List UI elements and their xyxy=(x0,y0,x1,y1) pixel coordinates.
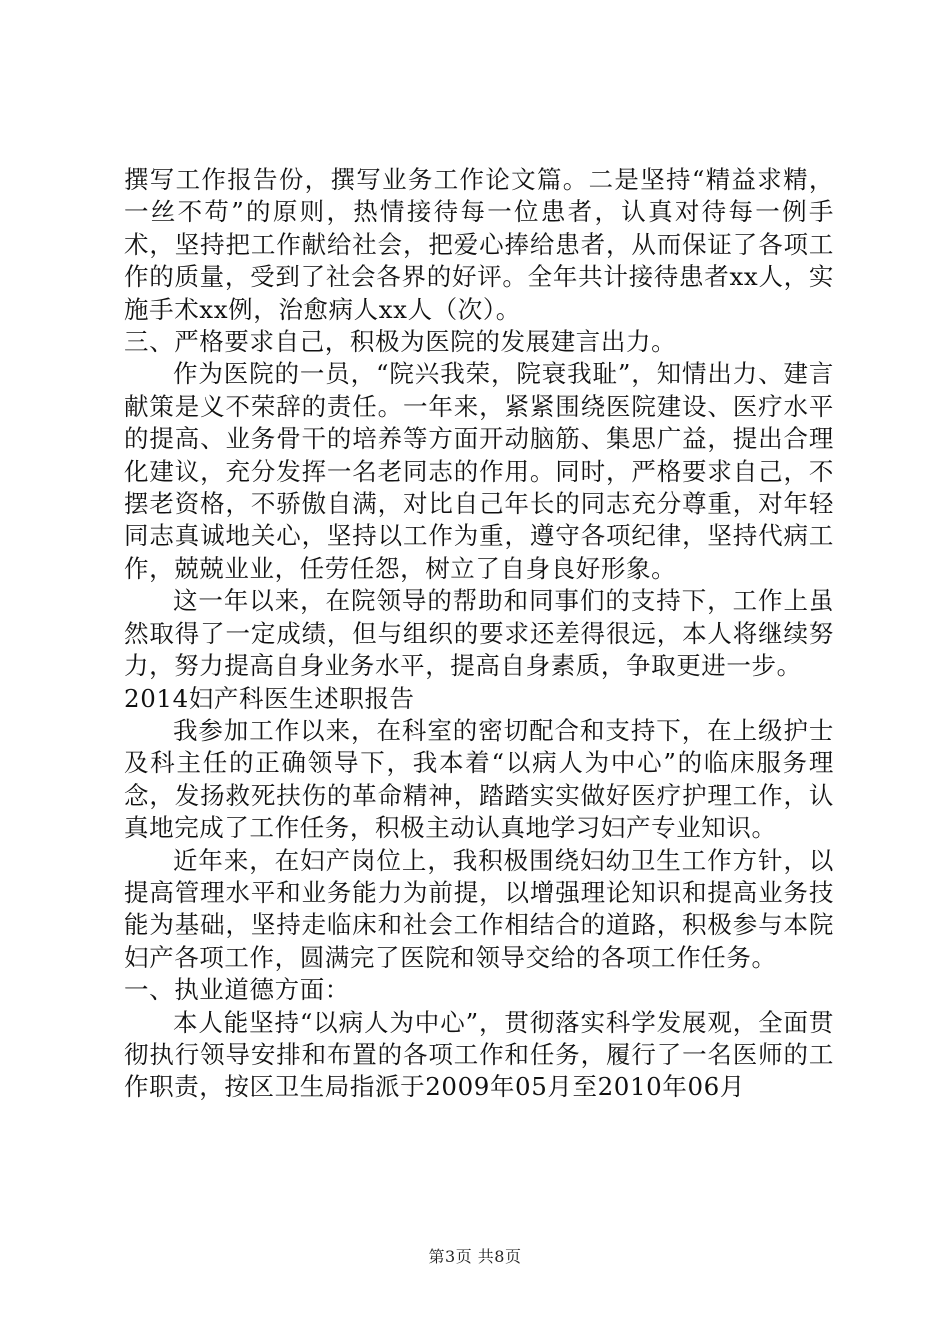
paragraph-ethics: 本人能坚持“以病人为中心”，贯彻落实科学发展观，全面贯彻执行领导安排和布置的各项工作和任务，履行了一名医师的工作职责，按区卫生局指派于2009年05月至2010年06月 xyxy=(124,1007,834,1102)
paragraph-continuation: 撰写工作报告份，撰写业务工作论文篇。二是坚持“精益求精，一丝不苟”的原则，热情接待每一位患者，认真对待每一例手术，坚持把工作献给社会，把爱心捧给患者，从而保证了各项工作的质量，受到了社会各界的好评。全年共计接待患者xx人，实施手术xx例，治愈病人xx人（次）。 xyxy=(124,165,834,324)
document-body xyxy=(124,164,834,1104)
paragraph-advice: 作为医院的一员，“院兴我荣，院衰我耻”，知情出力、建言献策是义不荣辞的责任。一年来，紧紧围绕医院建设、医疗水平的提高、业务骨干的培养等方面开动脑筋、集思广益，提出合理化建议，充分发挥一名老同志的作用。同时，严格要求自己，不摆老资格，不骄傲自满，对比自己年长的同志充分尊重，对年轻同志真诚地关心，坚持以工作为重，遵守各项纪律，坚持代病工作，兢兢业业，任劳任怨，树立了自身良好形象。 xyxy=(124,359,834,583)
paragraph-summary: 这一年以来，在院领导的帮助和同事们的支持下，工作上虽然取得了一定成绩，但与组织的要求还差得很远，本人将继续努力，努力提高自身业务水平，提高自身素质，争取更进一步。 xyxy=(124,586,834,681)
section-heading-3: 三、严格要求自己，积极为医院的发展建言出力。 xyxy=(124,327,677,357)
paragraph-recent-years: 近年来，在妇产岗位上，我积极围绕妇幼卫生工作方针，以提高管理水平和业务能力为前提，以增强理论知识和提高业务技能为基础，坚持走临床和社会工作相结合的道路，积极参与本院妇产各项工作，圆满完了医院和领导交给的各项工作任务。 xyxy=(124,845,834,972)
section-heading-ethics: 一、执业道德方面： xyxy=(124,975,350,1005)
paragraph-intro: 我参加工作以来，在科室的密切配合和支持下，在上级护士及科主任的正确领导下，我本着“以病人为中心”的临床服务理念，发扬救死扶伤的革命精神，踏踏实实做好医疗护理工作，认真地完成了工作任务，积极主动认真地学习妇产专业知识。 xyxy=(124,715,834,843)
page-number: 第3页 共8页 xyxy=(428,1247,522,1266)
report-title: 2014妇产科医生述职报告 xyxy=(124,683,415,713)
